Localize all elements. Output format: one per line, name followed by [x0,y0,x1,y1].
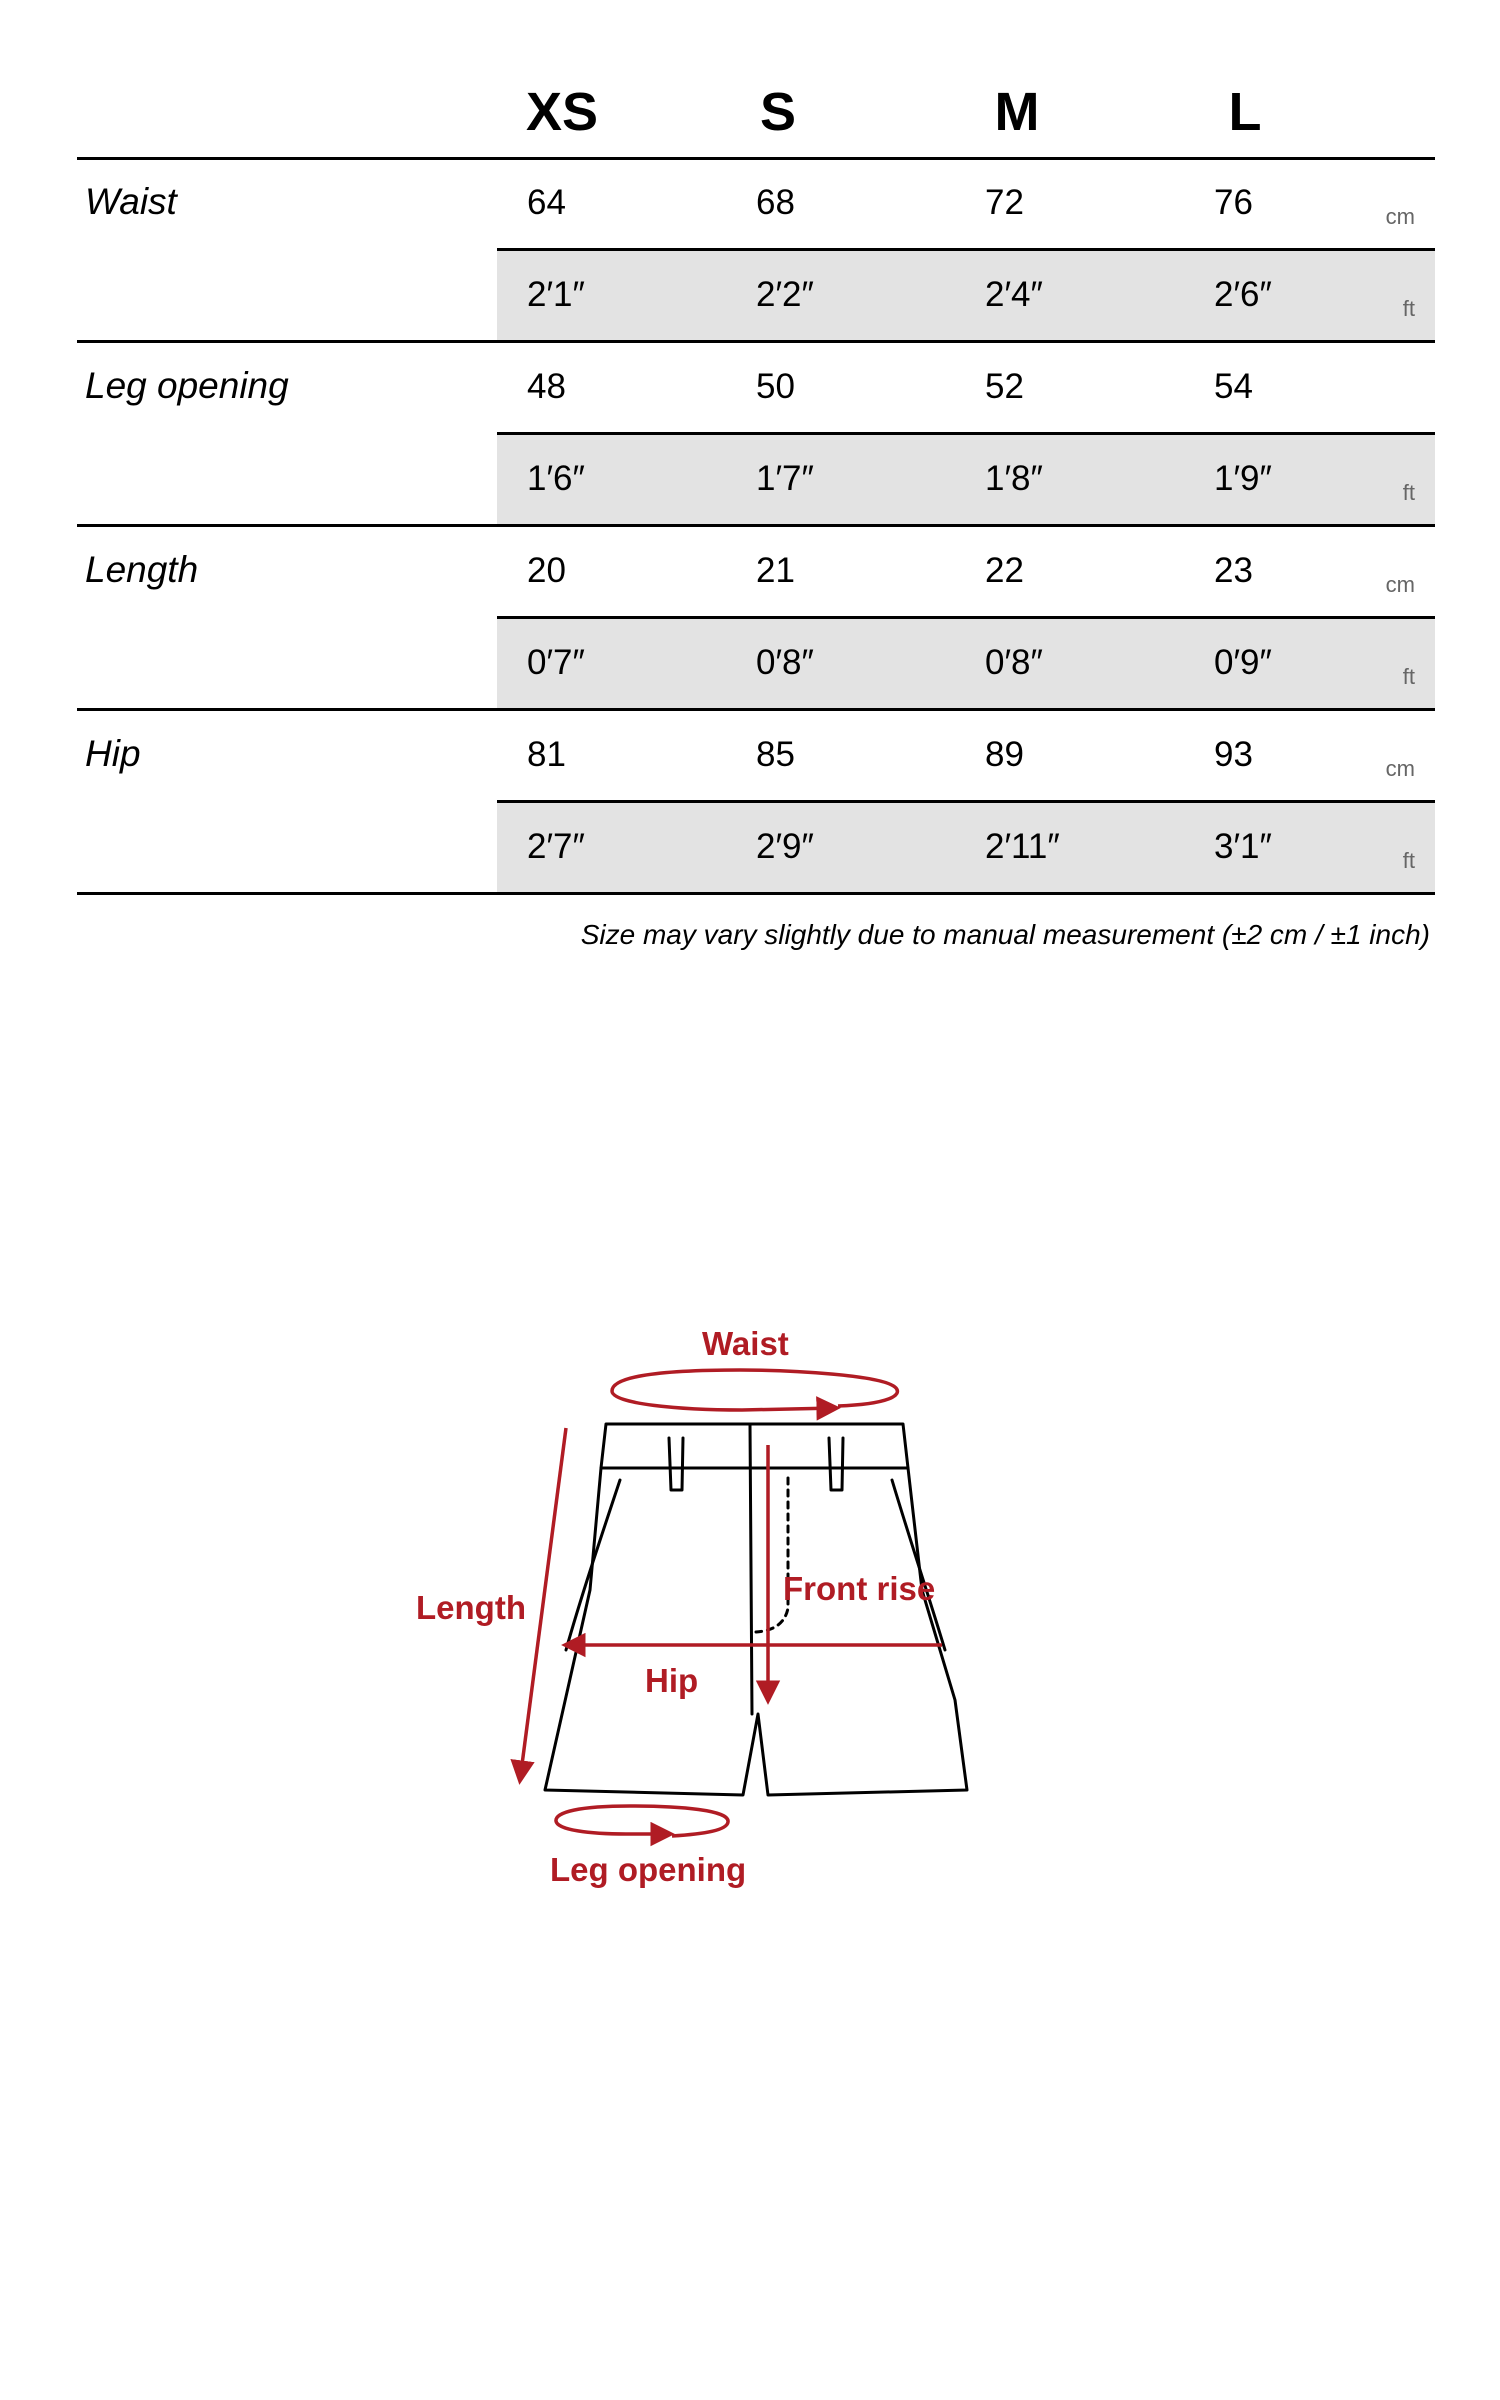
table-cell: 72 [985,183,1024,222]
table-cell: 48 [527,367,566,406]
diagram-label-length: Length [416,1589,526,1626]
unit-ft: ft [1402,480,1415,505]
table-cell: 81 [527,735,566,774]
table-cell: 1′7″ [756,459,814,498]
shorts-outline [545,1424,967,1795]
size-xs-header: XS [525,82,599,142]
table-cell: 2′9″ [756,827,814,866]
row-label-waist: Waist [85,181,177,222]
table-cell: 1′6″ [527,459,585,498]
size-l-header: L [1228,82,1262,142]
table-cell: 20 [527,551,566,590]
unit-ft: ft [1402,664,1415,689]
table-cell: 23 [1214,551,1253,590]
table-cell: 2′4″ [985,275,1043,314]
unit-ft: ft [1402,296,1415,321]
table-cell: 2′7″ [527,827,585,866]
table-cell: 0′8″ [756,643,814,682]
table-cell: 68 [756,183,795,222]
table-cell: 2′6″ [1214,275,1272,314]
unit-cm: cm [1385,756,1415,781]
table-cell: 50 [756,367,795,406]
table-cell: 0′7″ [527,643,585,682]
table-cell: 54 [1214,367,1253,406]
diagram-label-hip: Hip [645,1662,699,1699]
table-cell: 89 [985,735,1024,774]
measurement-note: Size may vary slightly due to manual measurement (±2 cm / ±1 inch) [580,919,1430,950]
size-s-header: S [759,82,797,142]
row-label-length: Length [85,549,199,590]
unit-cm: cm [1385,572,1415,597]
unit-ft: ft [1402,848,1415,873]
table-cell: 93 [1214,735,1253,774]
table-cell: 85 [756,735,795,774]
table-cell: 2′1″ [527,275,585,314]
diagram-label-waist: Waist [702,1325,789,1362]
table-cell: 76 [1214,183,1253,222]
table-cell: 21 [756,551,795,590]
diagram-label-leg-opening: Leg opening [550,1851,747,1888]
size-m-header: M [994,82,1040,142]
diagram-label-front-rise: Front rise [783,1570,936,1607]
unit-cm: cm [1385,204,1415,229]
table-cell: 22 [985,551,1024,590]
table-cell: 3′1″ [1214,827,1272,866]
table-cell: 64 [527,183,566,222]
table-cell: 52 [985,367,1024,406]
table-cell: 0′8″ [985,643,1043,682]
table-cell: 2′11″ [985,827,1060,866]
table-cell: 0′9″ [1214,643,1272,682]
table-cell: 2′2″ [756,275,814,314]
row-label-hip: Hip [85,733,141,774]
table-cell: 1′8″ [985,459,1043,498]
table-cell: 1′9″ [1214,459,1272,498]
row-label-leg-opening: Leg opening [85,365,289,406]
